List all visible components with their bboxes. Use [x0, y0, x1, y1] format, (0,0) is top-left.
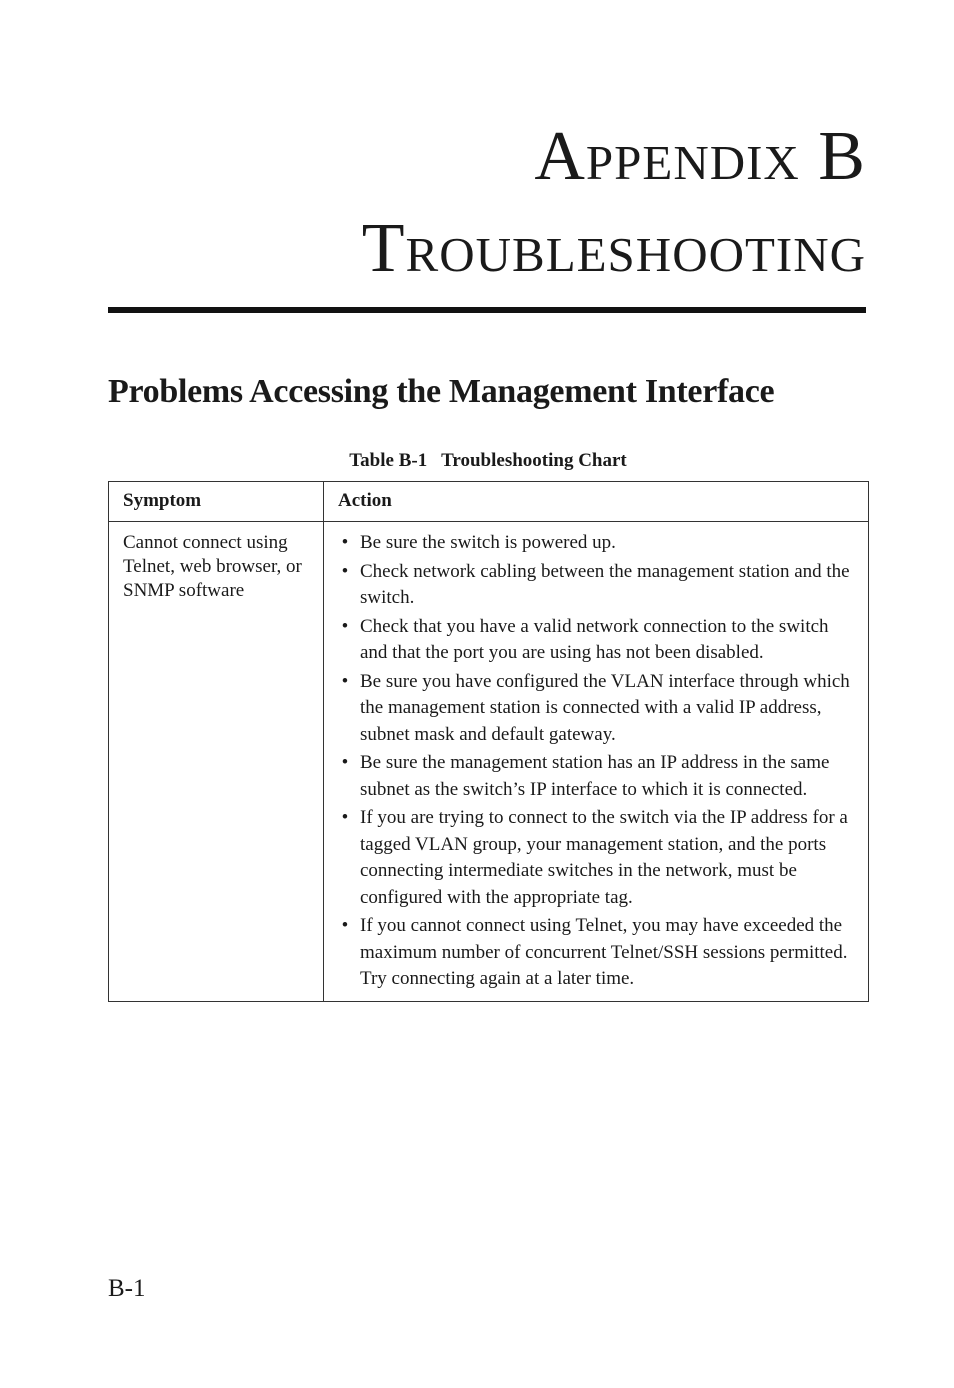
table-row — [109, 522, 869, 1002]
action-list — [338, 530, 856, 993]
bullet-icon: • — [341, 560, 349, 582]
action-text: Be sure the switch is powered up. — [360, 532, 616, 553]
symptom-column-header: Symptom — [109, 482, 324, 522]
list-item — [338, 805, 856, 911]
bullet-icon: • — [341, 615, 349, 637]
chapter-title-line-1: Appendix B — [534, 118, 866, 195]
list-item — [338, 669, 856, 749]
section-heading: Problems Accessing the Management Interface — [108, 373, 775, 410]
action-column-header: Action — [324, 482, 869, 522]
bullet-icon: • — [341, 915, 349, 936]
bullet-icon: • — [341, 532, 349, 553]
troubleshooting-table — [108, 481, 869, 1002]
bullet-icon: • — [341, 752, 349, 773]
action-text: Be sure you have configured the VLAN interface through which the management station is connected with a valid IP address, subnet mask and default gateway. — [360, 670, 850, 745]
list-item — [338, 750, 856, 803]
bullet-icon: • — [341, 670, 349, 692]
action-cell — [324, 522, 869, 1002]
action-text: Check network cabling between the management station and the switch. — [360, 560, 850, 608]
symptom-cell: Cannot connect using Telnet, web browser, or SNMP software — [109, 522, 324, 1002]
list-item — [338, 559, 856, 612]
table-header-row — [109, 482, 869, 522]
list-item — [338, 530, 856, 557]
action-text: Be sure the management station has an IP address in the same subnet as the switch’s IP interface to which it is connected. — [360, 752, 830, 800]
chapter-title-line-2: Troubleshooting — [361, 210, 866, 287]
action-text: If you are trying to connect to the switch via the IP address for a tagged VLAN group, your management station, and the ports connecting intermediate switches in the network, must be configured with the appropriate tag. — [360, 807, 848, 908]
list-item — [338, 614, 856, 667]
page-number: B-1 — [108, 1275, 146, 1302]
bullet-icon: • — [341, 807, 349, 828]
action-text: If you cannot connect using Telnet, you may have exceeded the maximum number of concurrent Telnet/SSH sessions permitted. Try connecting again at a later time. — [360, 915, 848, 989]
list-item — [338, 913, 856, 993]
action-text: Check that you have a valid network connection to the switch and that the port you are using has not been disabled. — [360, 615, 829, 663]
chapter-divider — [108, 307, 866, 313]
table-caption: Table B-1 Troubleshooting Chart — [349, 450, 627, 471]
